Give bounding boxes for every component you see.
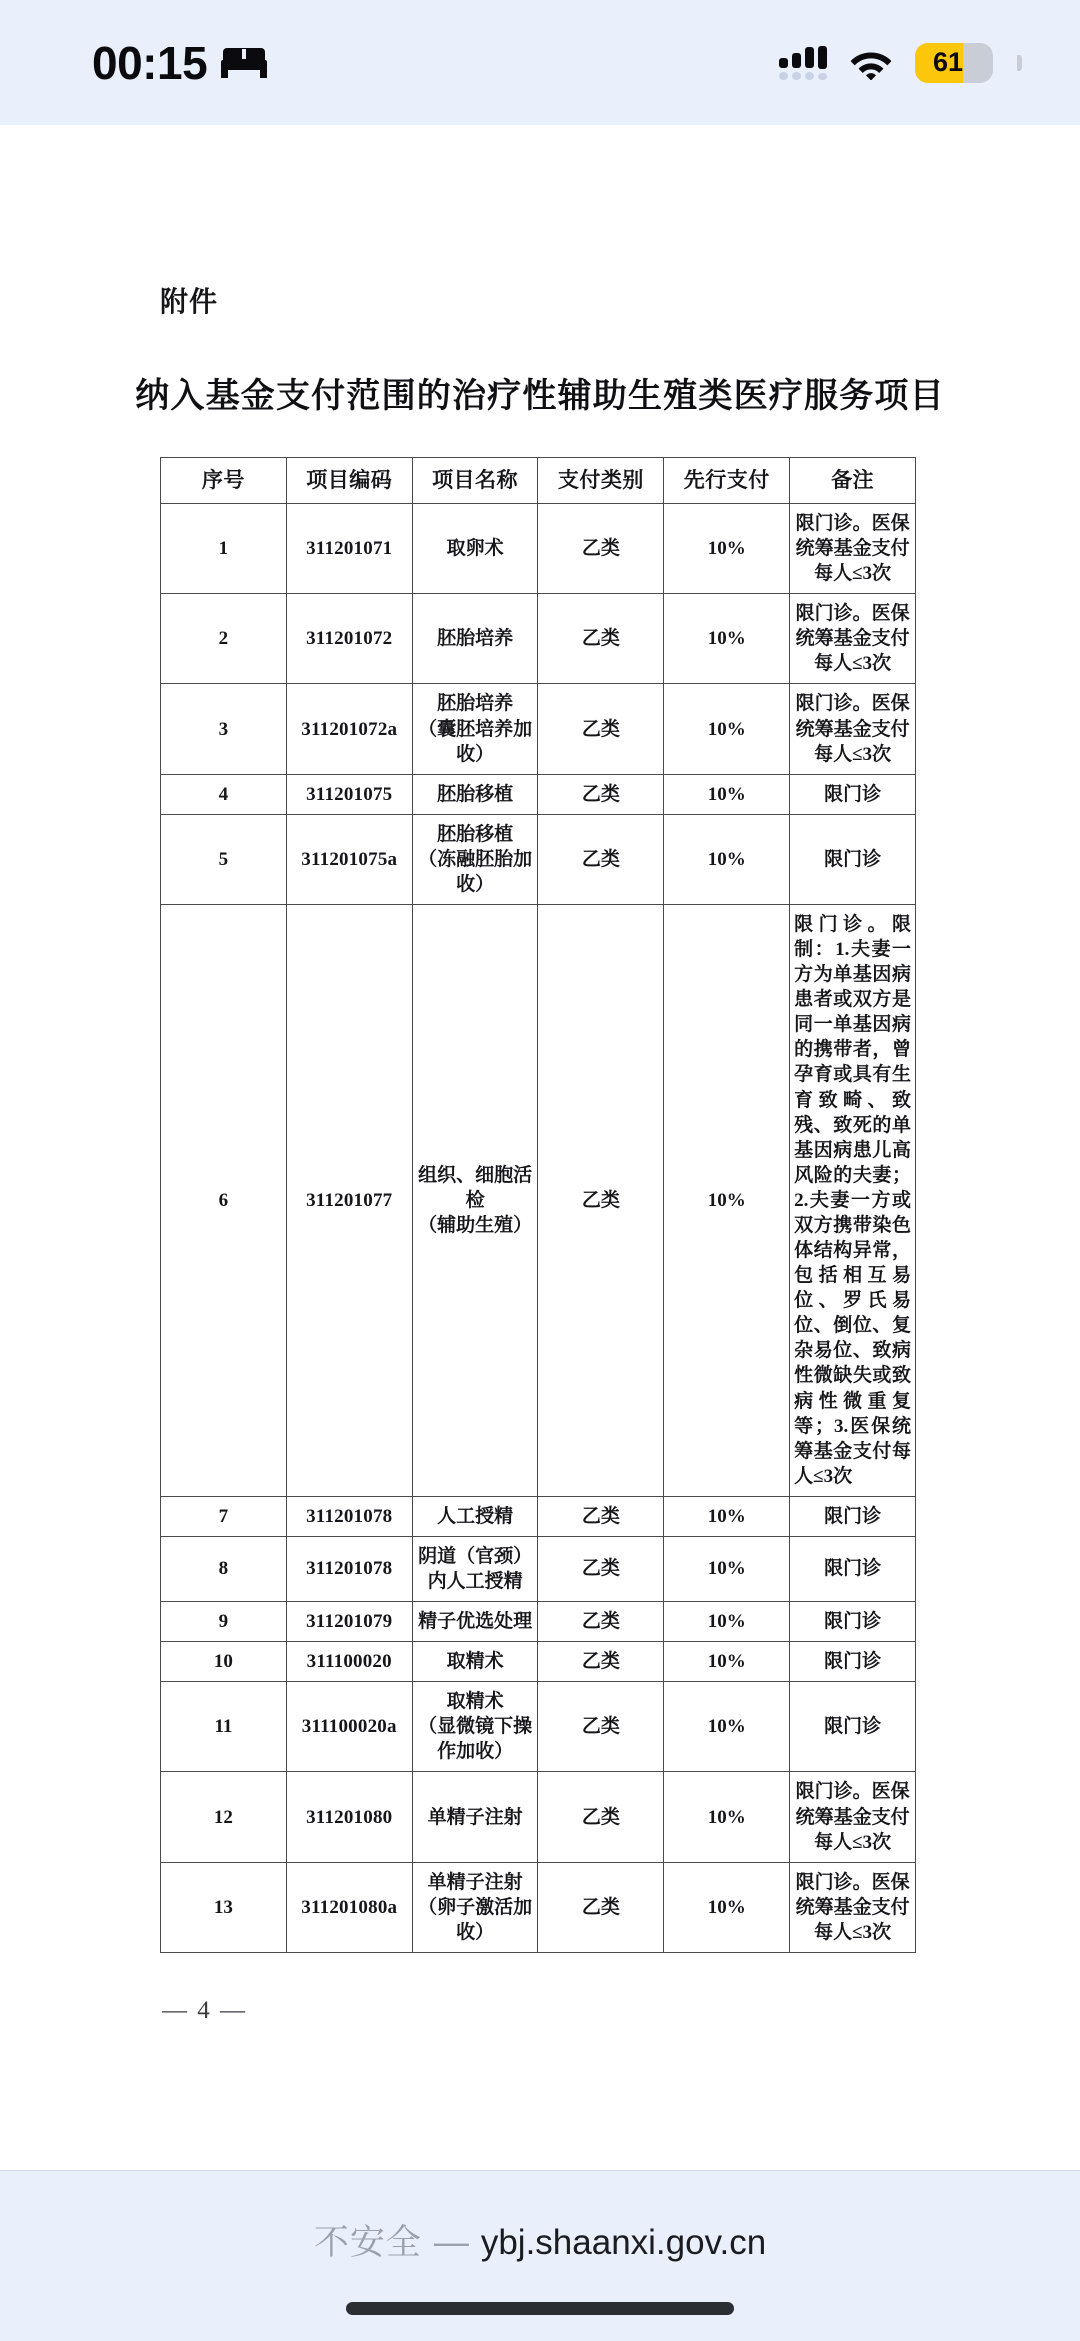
cell-prepay: 10% xyxy=(664,1536,790,1601)
document-viewport[interactable] xyxy=(0,125,1080,2170)
cell-name: 取精术 xyxy=(412,1642,538,1682)
cell-name: 胚胎培养 xyxy=(412,594,538,684)
cell-no: 10 xyxy=(161,1642,287,1682)
cell-name: 取卵术 xyxy=(412,504,538,594)
cell-prepay: 10% xyxy=(664,594,790,684)
status-bar-clock: 00:15 xyxy=(92,36,208,89)
table-row xyxy=(161,594,916,684)
table-row xyxy=(161,1602,916,1642)
cell-code: 311201080 xyxy=(286,1772,412,1862)
cell-no: 13 xyxy=(161,1862,287,1952)
table-body xyxy=(161,504,916,1953)
cell-name: 人工授精 xyxy=(412,1496,538,1536)
cell-remark: 限门诊 xyxy=(790,774,916,814)
cell-no: 11 xyxy=(161,1682,287,1772)
table-row xyxy=(161,1682,916,1772)
document-page xyxy=(0,125,1080,2025)
cell-no: 8 xyxy=(161,1536,287,1601)
cell-code: 311201072 xyxy=(286,594,412,684)
cellular-signal-icon xyxy=(779,46,827,80)
url-host: ybj.shaanxi.gov.cn xyxy=(480,2223,767,2262)
page-number: — 4 — xyxy=(162,1996,247,2024)
url-display[interactable] xyxy=(314,2215,766,2265)
cell-name: 组织、细胞活检 （辅助生殖） xyxy=(412,905,538,1497)
column-header-code: 项目编码 xyxy=(286,458,412,504)
cell-prepay: 10% xyxy=(664,504,790,594)
cell-code: 311201078 xyxy=(286,1496,412,1536)
cell-type: 乙类 xyxy=(538,1496,664,1536)
cell-remark: 限门诊。医保统筹基金支付每人≤3次 xyxy=(790,1862,916,1952)
cell-name: 胚胎培养 （囊胚培养加收） xyxy=(412,684,538,774)
cell-prepay: 10% xyxy=(664,1642,790,1682)
table-row xyxy=(161,504,916,594)
cell-remark: 限门诊 xyxy=(790,1642,916,1682)
column-header-no: 序号 xyxy=(161,458,287,504)
table-row xyxy=(161,1642,916,1682)
cell-type: 乙类 xyxy=(538,1602,664,1642)
cell-no: 4 xyxy=(161,774,287,814)
table-row xyxy=(161,774,916,814)
cell-type: 乙类 xyxy=(538,594,664,684)
cell-no: 1 xyxy=(161,504,287,594)
cell-prepay: 10% xyxy=(664,1682,790,1772)
table-row xyxy=(161,1536,916,1601)
column-header-name: 项目名称 xyxy=(412,458,538,504)
battery-indicator xyxy=(915,43,993,83)
cell-type: 乙类 xyxy=(538,1772,664,1862)
cell-remark: 限门诊。医保统筹基金支付每人≤3次 xyxy=(790,594,916,684)
column-header-type: 支付类别 xyxy=(538,458,664,504)
cell-type: 乙类 xyxy=(538,814,664,904)
cell-prepay: 10% xyxy=(664,1496,790,1536)
cell-remark: 限门诊 xyxy=(790,1602,916,1642)
cell-no: 9 xyxy=(161,1602,287,1642)
cell-name: 单精子注射 xyxy=(412,1772,538,1862)
cell-code: 311201072a xyxy=(286,684,412,774)
cell-name: 胚胎移植 （冻融胚胎加收） xyxy=(412,814,538,904)
cell-name: 取精术 （显微镜下操作加收） xyxy=(412,1682,538,1772)
cell-remark: 限门诊。医保统筹基金支付每人≤3次 xyxy=(790,504,916,594)
cell-remark: 限门诊 xyxy=(790,1536,916,1601)
cell-name: 精子优选处理 xyxy=(412,1602,538,1642)
cell-no: 12 xyxy=(161,1772,287,1862)
cell-type: 乙类 xyxy=(538,1536,664,1601)
battery-percent-label: 61 xyxy=(932,47,964,77)
table-container xyxy=(0,457,1080,1953)
cell-name: 胚胎移植 xyxy=(412,774,538,814)
wifi-icon xyxy=(849,46,893,80)
cell-code: 311201078 xyxy=(286,1536,412,1601)
cell-no: 6 xyxy=(161,905,287,1497)
cell-type: 乙类 xyxy=(538,1682,664,1772)
insecure-label: 不安全 xyxy=(313,2223,422,2262)
cell-type: 乙类 xyxy=(538,504,664,594)
cell-type: 乙类 xyxy=(538,905,664,1497)
status-bar-left xyxy=(92,36,267,89)
cell-no: 3 xyxy=(161,684,287,774)
browser-bottom-bar xyxy=(0,2170,1080,2341)
cell-code: 311100020a xyxy=(286,1682,412,1772)
cell-prepay: 10% xyxy=(664,1772,790,1862)
cell-type: 乙类 xyxy=(538,1862,664,1952)
cell-type: 乙类 xyxy=(538,684,664,774)
cell-prepay: 10% xyxy=(664,905,790,1497)
table-row xyxy=(161,1862,916,1952)
cell-code: 311201075 xyxy=(286,774,412,814)
home-indicator[interactable] xyxy=(346,2302,734,2315)
cell-remark: 限门诊 xyxy=(790,1682,916,1772)
status-bar-right xyxy=(779,43,1022,83)
page-title: 纳入基金支付范围的治疗性辅助生殖类医疗服务项目 xyxy=(135,378,945,415)
cell-code: 311201079 xyxy=(286,1602,412,1642)
cell-code: 311201075a xyxy=(286,814,412,904)
cell-remark: 限门诊 xyxy=(790,1496,916,1536)
cell-remark: 限门诊。医保统筹基金支付每人≤3次 xyxy=(790,684,916,774)
cell-name: 单精子注射 （卵子激活加收） xyxy=(412,1862,538,1952)
table-head xyxy=(161,458,916,504)
medical-services-table xyxy=(160,457,916,1953)
attachment-label: 附件 xyxy=(160,287,219,318)
url-separator: — xyxy=(433,2223,469,2262)
table-row xyxy=(161,1772,916,1862)
table-row xyxy=(161,684,916,774)
cell-name: 阴道（官颈）内人工授精 xyxy=(412,1536,538,1601)
cell-type: 乙类 xyxy=(538,1642,664,1682)
status-bar xyxy=(0,0,1080,125)
cell-prepay: 10% xyxy=(664,1862,790,1952)
table-row xyxy=(161,814,916,904)
cell-code: 311201071 xyxy=(286,504,412,594)
table-row xyxy=(161,1496,916,1536)
table-row xyxy=(161,905,916,1497)
cell-no: 7 xyxy=(161,1496,287,1536)
cell-prepay: 10% xyxy=(664,814,790,904)
column-header-remark: 备注 xyxy=(790,458,916,504)
column-header-prepay: 先行支付 xyxy=(664,458,790,504)
cell-remark: 限门诊。医保统筹基金支付每人≤3次 xyxy=(790,1772,916,1862)
cell-code: 311201077 xyxy=(286,905,412,1497)
cell-prepay: 10% xyxy=(664,774,790,814)
cell-prepay: 10% xyxy=(664,1602,790,1642)
cell-remark: 限门诊 xyxy=(790,814,916,904)
battery-terminal-icon xyxy=(1017,55,1022,71)
cell-code: 311100020 xyxy=(286,1642,412,1682)
cell-remark: 限门诊。限制：1.夫妻一方为单基因病患者或双方是同一单基因病的携带者，曾孕育或具有生育致畸、致残、致死的单基因病患儿高风险的夫妻；2.夫妻一方或双方携带染色体结构异常，包括相互易位、罗氏易位、倒位、复杂易位、致病性微缺失或致病性微重复等；3.医保统筹基金支付每人≤3次 xyxy=(790,905,916,1497)
cell-no: 2 xyxy=(161,594,287,684)
bed-icon xyxy=(221,48,267,78)
cell-type: 乙类 xyxy=(538,774,664,814)
table-header-row xyxy=(161,458,916,504)
cell-prepay: 10% xyxy=(664,684,790,774)
cell-no: 5 xyxy=(161,814,287,904)
cell-code: 311201080a xyxy=(286,1862,412,1952)
